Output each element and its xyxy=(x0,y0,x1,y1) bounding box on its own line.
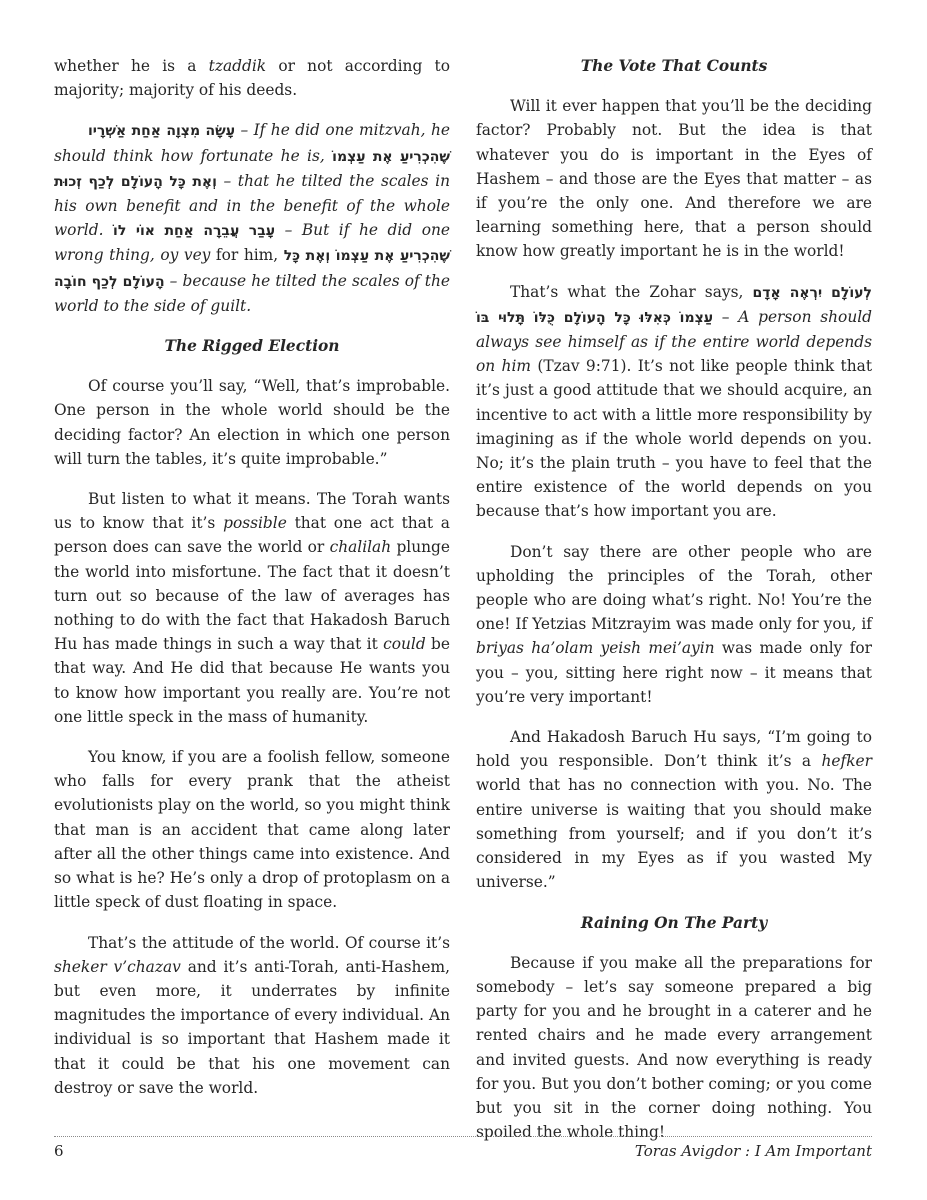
hebrew-text: שֶׁהִכְרִיעַ אֶת עַצְמוֹ וְאֶת כָּל הָעוֹלָם לְכַף זְכוּת xyxy=(54,148,450,190)
translation-text: A person should always see himself as if the entire world depends on him xyxy=(476,307,872,376)
hebrew-quote-paragraph xyxy=(476,280,872,524)
italic-term: chalilah xyxy=(329,538,392,557)
hebrew-text: שֶׁהִכְרִיעַ אֶת עַצְמוֹ וְאֶת כָּל הָעוֹלָם לְכַף חוֹבָה xyxy=(54,248,450,290)
paragraph xyxy=(476,540,872,709)
left-column xyxy=(54,54,450,1116)
text-run: and it’s anti-Torah, anti-Hashem, but even more, it underrates by infinite magnitudes the importance of every individual. An individual is so important that Hashem made it that it could be that his one movement can destroy or save the world. xyxy=(54,957,450,1097)
section-heading: The Rigged Election xyxy=(164,337,340,356)
running-title: Toras Avigdor : I Am Important xyxy=(634,1142,872,1160)
text-run: for him, xyxy=(210,246,284,265)
text-run: or not according to majority; majority of his deeds. xyxy=(54,57,450,100)
italic-term: hefker xyxy=(821,752,872,771)
text-run: that one act that a person does can save the world or xyxy=(54,514,450,557)
footer-divider xyxy=(54,1136,872,1137)
paragraph: Will it ever happen that you’ll be the deciding factor? Probably not. But the idea is that whatever you do is important in the Eyes of Hashem – and those are the Eyes that matter – as if you’re the only one. And therefore we are learning something here, that a person should know how greatly important he is in the world! xyxy=(476,97,872,261)
text-run: (Tzav 9:71). It’s not like people think that it’s just a good attitude that we should acquire, an incentive to act with a little more responsibility by imagining as if the whole world depends on you. No; it’s the plain truth – you have to feel that the entire existence of the world depends on you because that’s how important you are. xyxy=(476,357,873,521)
text-run: But listen to what it means. The Torah wants us to know that it’s xyxy=(54,490,450,533)
text-run: That’s what the Zohar says, xyxy=(510,282,753,301)
translation-text: – because he tilted the scales of the world to the side of guilt. xyxy=(54,271,451,315)
hebrew-text: לְעוֹלָם יִרְאֶה אָדָם עַצְמוֹ כְּאִלּוּ כָּל הָעוֹלָם כֻּלּוֹ תָּלוּי בּוֹ xyxy=(476,284,872,326)
translation-text: – that he tilted the scales in his own benefit and in the benefit of the whole world. xyxy=(54,171,450,240)
italic-term: tzaddik xyxy=(208,57,267,75)
text-run: – xyxy=(713,307,739,326)
text-run: plunge the world into misfortune. The fact that it doesn’t turn out so because of the law of averages has nothing to do with the fact that Hakadosh Baruch Hu has made things in such a way that it xyxy=(54,538,451,654)
section-heading: Raining On The Party xyxy=(580,913,768,932)
hebrew-text: עָבַר עֲבֵרָה אַחַת אוֹי לוֹ xyxy=(113,223,276,240)
text-run: That’s the attitude of the world. Of course it’s xyxy=(88,933,450,952)
paragraph xyxy=(476,725,872,894)
translation-text: – But if he did one wrong thing, oy vey xyxy=(54,221,450,265)
paragraph xyxy=(54,487,450,729)
text-run: And Hakadosh Baruch Hu says, “I’m going to hold you responsible. Don’t think it’s a xyxy=(476,728,872,771)
hebrew-quote-paragraph xyxy=(54,118,450,318)
text-run: whether he is a xyxy=(54,57,209,75)
text-run: be that way. And He did that because He wants you to know how important you really are. You’re not one little speck in the mass of humanity. xyxy=(54,635,450,726)
paragraph: Of course you’ll say, “Well, that’s improbable. One person in the whole world should be the deciding factor? An election in which one person will turn the tables, it’s quite improbable.” xyxy=(54,377,450,468)
italic-term: sheker v’chazav xyxy=(54,957,181,976)
text-run: Don’t say there are other people who are upholding the principles of the Torah, other people who are doing what’s right. No! You’re the one! If Yetzias Mitzrayim was made only for you, if xyxy=(476,542,872,634)
paragraph xyxy=(54,54,450,102)
section-heading: The Vote That Counts xyxy=(580,57,768,75)
italic-term: briyas ha’olam yeish mei’ayin xyxy=(476,639,715,658)
paragraph: You know, if you are a foolish fellow, someone who falls for every prank that the atheist evolutionists play on the world, so you might think that man is an accident that came along later after all the other things came into existence. And so what is he? He’s only a drop of protoplasm on a little speck of dust floating in space. xyxy=(54,748,450,912)
paragraph: Because if you make all the preparations for somebody – let’s say someone prepared a big party for you and he brought in a caterer and he rented chairs and he made every arrangement and invited guests. And now everything is ready for you. But you don’t bother coming; or you come but you sit in the corner doing nothing. You spoiled the whole thing! xyxy=(476,953,872,1142)
translation-text: – If he did one mitzvah, he should think how fortunate he is, xyxy=(54,121,450,165)
text-run: was made only for you – you, sitting here right now – it means that you’re very important! xyxy=(476,639,872,706)
text-run: world that has no connection with you. No. The entire universe is waiting that you should make something from yourself; and if you don’t it’s considered in my Eyes as if you wasted My universe.” xyxy=(476,776,872,892)
right-column xyxy=(476,54,872,1160)
italic-term: possible xyxy=(223,514,287,533)
paragraph xyxy=(54,931,450,1100)
hebrew-text: עָשָׂה מִצְוָה אַחַת אַשְׁרָיו xyxy=(88,123,236,140)
page-number: 6 xyxy=(54,1142,64,1160)
italic-term: could xyxy=(383,635,426,654)
